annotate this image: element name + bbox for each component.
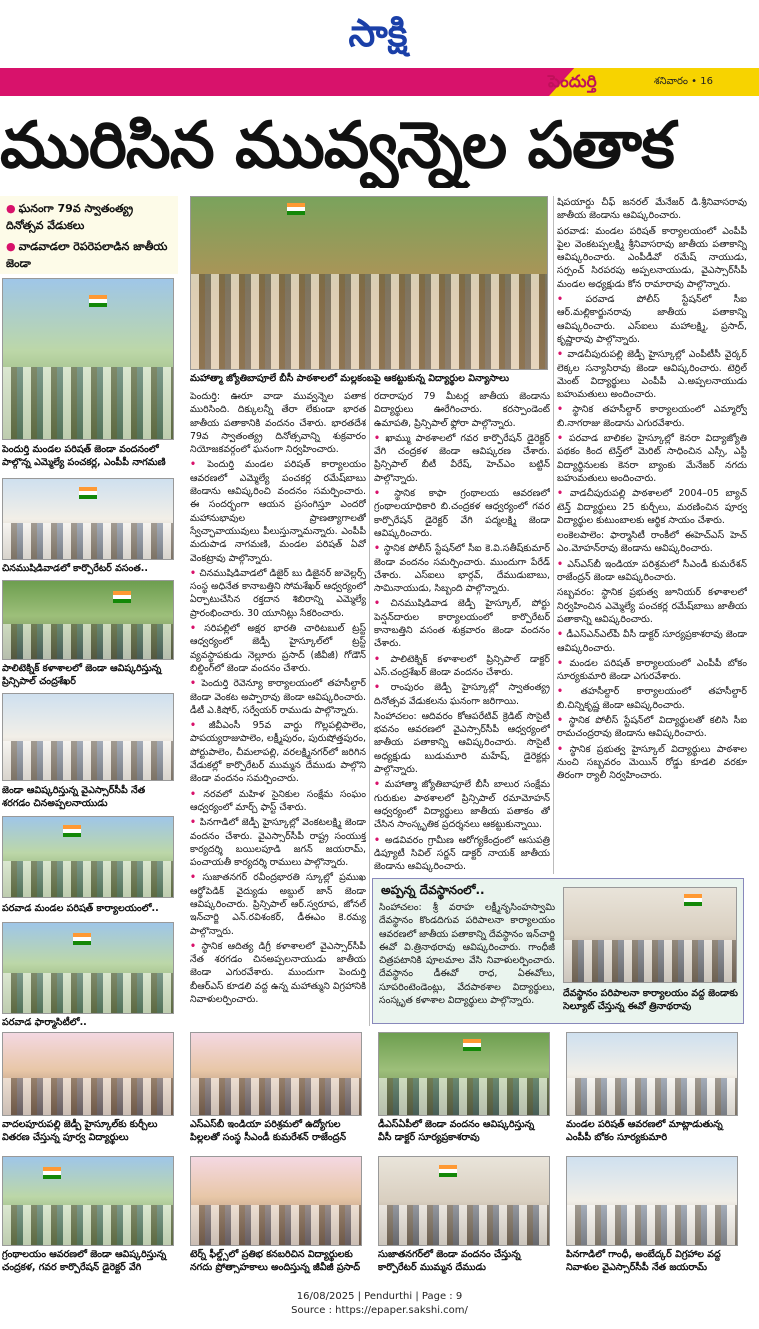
paragraph: • వాడచీపురుపల్లి పాఠశాలలో 2004–05 బ్యాచ్‌ టెన్త్‌ విద్యార్థులు 25 కుర్చీలు, మరణించిన పూర్వ విద్యార్థుల కుటుంబాలకు ఆర్థిక సాయం చేశారు.	[557, 487, 747, 527]
flag-icon	[463, 1039, 481, 1051]
article-column-1	[190, 390, 366, 1026]
paragraph: • ఖామ్ము పాఠశాలలో గవర కార్పొరేషన్‌ డైరెక్టర్‌ వేగి చంద్రకళ జెండా ఆవిష్కరణ చేశారు. ప్రిన్సిపాల్‌ బీటీ వీరేష్‌, హెచ్‌ఎం బట్టిన్‌ పాల్గొన్నారు.	[374, 432, 550, 485]
paragraph: • పెందుర్తి మండల పరిషత్‌ కార్యాలయం ఆవరణలో ఎమ్మెల్యే పంచకర్ల రమేష్‌బాబు జెండాను ఆవిష్కరించి వందనం సమర్పించారు. ఈ సందర్భంగా ఆయన ప్రసంగిస్తూ ఎందరో మహానుభావుల ప్రాణత్యాగాలతో స్వేచ్ఛావాయువులు పీలుస్తున్నామన్నారు. ఎంపీపీ మదుపాడ నాగమణి, మండల పరిషత్‌ ఏవో వెంకట్రావు పాల్గొన్నారు.	[190, 458, 366, 564]
paragraph: • చినముషిడివాడలో డిజైర్‌ బు డిజైనర్‌ జువెల్లర్స్‌ సంస్థ అధినేత కానాబత్తిని సోమశేఖర్‌ ఆధ్వర్యంలో ఏర్పాటుచేసిన రక్తదాన శిబిరాన్ని ఎమ్మెల్యే ప్రారంభించారు. 30 యూనిట్లు సేకరించారు.	[190, 567, 366, 620]
photo-chairs-donation	[2, 1032, 174, 1116]
crowd-figure	[3, 624, 173, 659]
paragraph: • సుజాతనగర్‌ రవీంద్రభారతి స్కూల్లో ప్రముఖ ఆర్థోపెడిక్‌ వైద్యుడు అబ్దుల్‌ జాన్‌ జెండా ఆవిష్కరించారు. ప్రిన్సిపాల్‌ ఆర్‌.స్వరూప, జోనల్‌ ఇన్‌చార్జి ఎన్‌.రవిశంకర్‌, డీఈఎం కె.రమ్య పాల్గొన్నారు.	[190, 871, 366, 937]
paragraph: • అడవివరం గ్రామీణ ఆరోగ్యకేంద్రంలో ఆసుపత్రి డిప్యూటీ సివిల్‌ సర్జన్‌ డాక్టర్‌ నాయక్‌ జాతీయ జెండాను ఆవిష్కరించారు.	[374, 834, 550, 874]
flag-icon	[113, 591, 131, 603]
paragraph: • మండల పరిషత్‌ కార్యాలయంలో ఎంపీపీ బోకం సూర్యకుమారి జెండా ఎగురవేశారు.	[557, 657, 747, 684]
caption-6: పరవాడ ఫార్మాసిటీలో..	[2, 1017, 87, 1028]
bullet-icon: ●	[6, 240, 16, 253]
photo-pharmacity	[2, 922, 174, 1014]
caption-b5: గ్రంథాలయం ఆవరణలో జెండా ఆవిష్కరిస్తున్న చంద్రకళ, గవర కార్పొరేషన్‌ డైరెక్టర్‌ వేగి	[2, 1249, 167, 1273]
students-figure	[191, 274, 547, 369]
paragraph: • చినముషిడివాడ జెడ్పీ హైస్కూల్‌, పోర్టు పెన్షన్‌దారుల కార్యాలయంలో కార్పొరేటర్‌ కానాబత్తిని వసంత శుక్రవారం జెండా వందనం చేశారు.	[374, 597, 550, 650]
paragraph: • తహసీల్దార్‌ కార్యాలయంలో తహసీల్దార్‌ బి.చిన్నికృష్ణ జెండా ఆవిష్కరించారు.	[557, 685, 747, 712]
photo-fields-students	[190, 1156, 362, 1246]
flag-icon	[63, 825, 81, 837]
photo-mallakhamb	[190, 196, 548, 370]
paragraph: • మహాత్మా జ్యోతిబాపూలే బీసీ బాలుర సంక్షేమ గురుకుల పాఠశాలలో ప్రిన్సిపాల్‌ రమామోహన్‌ ఆధ్వర్యంలో విద్యార్థులు జాతీయ పతాకం తో చేసిన సాంస్కృతిక ప్రదర్శనలు ఆకట్టుకున్నాయి.	[374, 778, 550, 831]
photo-sujatanagar	[378, 1156, 550, 1246]
highlight-2: ● వాడవాడలా రెపరెపలాడిన జాతీయ జెండా	[6, 240, 168, 270]
paragraph: • జీవీఎంసీ 95వ వార్డు గొల్లపల్లిపాలెం, పాపయ్యరాజుపాలెం, లక్ష్మీపురం, పురుషోత్తపురం, పోర్టుపాలెం, చీమలాపల్లి, వరలక్ష్మినగర్‌లో జరిగిన వేడుకల్లో కార్పొరేటర్‌ ముమ్మన దేముడు పాల్గొని జెండా వందనం సమర్పించారు.	[190, 719, 366, 785]
crowd-figure	[3, 523, 173, 559]
flag-icon	[43, 1167, 61, 1179]
column-divider	[553, 196, 554, 874]
paragraph: • పాలిటెక్నిక్‌ కళాశాలలో ప్రిన్సిపాల్‌ డాక్టర్‌ ఎస్‌.చంద్రశేఖర్‌ జెండా వందనం చేశారు.	[374, 653, 550, 680]
crowd-figure	[379, 1078, 549, 1115]
page-headline: మురిసిన మువ్వన్నెల పతాక	[0, 108, 674, 183]
photo-paravada-mandal	[2, 816, 174, 898]
paragraph: సింహాచలం: ఆదివరం కోఆపరేటివ్‌ క్రెడిట్‌ సొసైటీ భవనం ఆవరణలో వైఎస్సార్‌సీపీ ఆధ్వర్యంలో జాతీయ పతాకాన్ని ఆవిష్కరించారు. సొసైటీ అధ్యక్షుడు బుడుమూరి మహేష్‌, డైరెక్టర్లు పాల్గొన్నారు.	[374, 710, 550, 776]
photo-aditya-college	[2, 693, 174, 781]
article-column-3	[557, 196, 747, 874]
caption-b8: పినగాడిలో గాంధీ, అంబేద్కర్‌ విగ్రహాల వద్ద నివాళుల వైఎస్సార్‌సీపీ నేత జయరామ్‌	[566, 1249, 721, 1273]
page-footer	[0, 1290, 759, 1318]
paragraph: • స్థానిక ప్రభుత్వ హైస్కూల్‌ విద్యార్థులు పాఠశాల నుంచి సబ్బవరం మెయిన్‌ రోడ్డు కూడలి వరకూ తిరంగా ర్యాలీ నిర్వహించారు.	[557, 743, 747, 783]
flag-icon	[89, 295, 107, 307]
caption-b3: డీఎస్‌ఏపీలో జెండా వందనం ఆవిష్కరిస్తున్న వీసీ డాక్టర్‌ సూర్యప్రకాశరావు	[378, 1119, 535, 1143]
column-divider	[369, 390, 370, 1026]
crowd-figure	[3, 1205, 173, 1245]
caption-b1: వాదలపూరుపల్లి జెడ్పీ హైస్కూల్‌కు కుర్చీలు వితరణ చేస్తున్న పూర్వ విద్యార్థులు	[2, 1119, 158, 1143]
box-text: సింహాచలం: శ్రీ వరాహ లక్ష్మీనృసింహస్వామి దేవస్థానం కొండదిగువ పరిపాలనా కార్యాలయం ఆవరణలో జాతీయ పతాకాన్ని దేవస్థానం ఇన్‌చార్జి ఈవో వి.త్రినాథరావు ఆవిష్కరించారు. గాంధీజీ చిత్రపటానికి పూలమాల వేసి నివాళులర్పించారు. దేవస్థానం డీఈవో రాధ, ఏఈవోలు, సూపరింటెండెంట్లు, వేదపాఠశాల విద్యార్థులు, సంస్కృత కళాశాల విద్యార్థులు పాల్గొన్నారు.	[379, 902, 555, 1007]
caption-3: పాలిటెక్నిక్‌ కళాశాలలో జెండా ఆవిష్కరిస్తున్న ప్రిన్సిపాల్‌ చంద్రశేఖర్‌	[2, 663, 162, 687]
paragraph: • పెందుర్తి రెవెన్యూ కార్యాలయంలో తహసీల్దార్‌ జెండా వెంకట అప్పారావు జెండా ఆవిష్కరించారు. డీటీ ఎ.కిషోర్‌, సర్వేయర్‌ రాముడు పాల్గొన్నారు.	[190, 677, 366, 717]
photo-pinagadi-statues	[566, 1156, 738, 1246]
caption-2: చినముషిడివాడలో కార్పొరేటర్‌ వసంత..	[2, 563, 148, 574]
paragraph: • స్థానిక తహసీల్దార్‌ కార్యాలయంలో ఎమ్మార్వో బి.నాగరాజు జెండాను ఎగురవేశారు.	[557, 403, 747, 430]
crowd-figure	[3, 973, 173, 1014]
paragraph: షిపయార్డు చీఫ్‌ జనరల్‌ మేనేజర్‌ డి.శ్రీనివాసరావు జాతీయ జెండాను ఆవిష్కరించారు.	[557, 197, 747, 222]
crowd-figure	[3, 367, 173, 439]
paragraph: సబ్బవరం: స్థానిక ప్రభుత్వ జూనియర్‌ కళాశాలలో నిర్వహించిన ఎమ్మెల్యే పంచకర్ల రమేష్‌బాబు జాతీయ పతాకాన్ని ఆవిష్కరించారు.	[557, 587, 747, 625]
photo-mpp-speech	[566, 1032, 738, 1116]
paragraph: • పరవాడ బాలికల హైస్కూల్లో కెనరా విద్యాజ్యోతి పథకం కింద టెన్త్‌లో మెరిట్‌ సాధించిన ఎస్సీ, ఎస్టీ విద్యార్థినులకు కెనరా బ్యాంకు మేనేజర్‌ నగదు బహుమతులు అందించారు.	[557, 432, 747, 485]
crowd-figure	[3, 1078, 173, 1115]
paragraph: • సరిపల్లిలో అక్షర భారతి చారిటబుల్‌ ట్రస్ట్‌ ఆధ్వర్యంలో జెడ్పీ హైస్కూల్‌లో ట్రస్ట్‌ వ్యవస్థాపకుడు నెల్లూరు ప్రసాద్‌ (జీవీజీ) గోడౌన్‌ బిల్డింగ్‌లో జెండా వందనం చేశారు.	[190, 622, 366, 675]
crowd-figure	[3, 861, 173, 897]
photo-polytechnic	[2, 580, 174, 660]
caption-4: జెండా ఆవిష్కరిస్తున్న వైఎస్సార్‌సీపీ నేత శరగడం చినఅప్పలనాయుడు	[2, 785, 146, 809]
paragraph: • నరవలో మహిళ సైనికుల సంక్షేమ సంఘం ఆధ్వర్యంలో మార్చ్‌ ఫాస్ట్‌ చేశారు.	[190, 788, 366, 815]
paragraph: • డీఎస్‌ఎన్‌ఎల్‌పీ వీసీ డాక్టర్‌ సూర్యప్రకాశరావు జెండా ఆవిష్కరించారు.	[557, 628, 747, 655]
caption-b6: టెర్న్‌ ఫీల్డ్స్‌లో ప్రతిభ కనబరిచిన విద్యార్థులకు నగదు ప్రోత్సాహకాలు అందిస్తున్న జీవీజీ ప్రసాద్‌	[190, 1249, 361, 1273]
crowd-figure	[191, 1078, 361, 1115]
flag-icon	[79, 487, 97, 499]
footer-page-info: 16/08/2025 | Pendurthi | Page : 9	[296, 1291, 463, 1302]
paragraph: పరవాడ: మండల పరిషత్‌ కార్యాలయంలో ఎంపీపీ పైల వెంకటప్పలక్ష్మి శ్రీనివాసరావు జాతీయ పతాకాన్ని ఆవిష్కరించారు. ఎంపీడీవో రమేష్‌ నాయుడు, సర్పంచ్‌ సిరపరపు అప్పలనాయుడు, వైఎస్సార్‌సీపీ మండల అధ్యక్షుడు కోన రామారావు పాల్గొన్నారు.	[557, 225, 747, 290]
paragraph: • రాంపురం జెడ్పీ హైస్కూల్లో స్వాతంత్య్ర దినోత్సవ వేడుకలను ఘనంగా జరిగాయి.	[374, 681, 550, 708]
caption-main-photo: మహాత్మా జ్యోతిబాపూలే బీసీ పాఠశాలలో మల్లకంబపై ఆకట్టుకున్న విద్యార్థుల విన్యాసాలు	[190, 373, 509, 384]
paragraph: రదారాపుర 79 మీటర్ల జాతీయ జెండాను విద్యార్థులు ఊరేగించారు. కరస్పాండెంట్‌ ఉమాపతి, ప్రిన్సిపాల్‌ ఫ్లోరా పాల్గొన్నారు.	[374, 391, 550, 429]
highlights-box	[0, 196, 178, 274]
highlight-1: ● ఘనంగా 79వ స్వాతంత్య్ర దినోత్సవ వేడుకలు	[6, 202, 134, 232]
crowd-figure	[379, 1205, 549, 1245]
caption-5: పరవాడ మండల పరిషత్‌ కార్యాలయంలో..	[2, 903, 159, 914]
photo-mandal-parishad	[2, 278, 174, 440]
flag-icon	[287, 203, 305, 215]
paragraph: • వాడచీపురుపల్లి జెడ్పీ హైస్కూల్లో ఎంపీటీసీ వైర్కర్‌ లెక్కల సన్యాసిరావు జెండా ఆవిష్కరించారు. టెర్రిల్‌ మెంట్‌ విద్యార్థులు ఎంపీపీ ఎ.అప్పలనాయుడు బహుమతులు అందించారు.	[557, 348, 747, 401]
caption-temple: దేవస్థానం పరిపాలనా కార్యాలయం వద్ద జెండాకు సెల్యూట్‌ చేస్తున్న ఈవో త్రినాథరావు	[563, 988, 738, 1012]
photo-chinamushidivada	[2, 478, 174, 560]
caption-b7: సుజాతనగర్‌లో జెండా వందనం చేస్తున్న కార్పొరేటర్‌ ముమ్మన దేముడు	[378, 1249, 521, 1273]
date-label: శనివారం • 16	[654, 76, 713, 87]
article-column-2	[374, 390, 550, 874]
edition-name: పెందుర్తి	[548, 72, 597, 92]
paragraph: • స్థానిక పోలీస్‌ స్టేషన్‌లో సీఐ కె.వి.సతీష్‌కుమార్‌ జెండా వందనం సమర్పించారు. ముందుగా పేరేడ్‌ చేశారు. ఎస్‌ఐలు భార్గవ్‌, దేముడుబాబు, సామినాయుడు, సిబ్బంది పాల్గొన్నారు.	[374, 542, 550, 595]
crowd-figure	[3, 741, 173, 780]
flag-icon	[439, 1165, 457, 1177]
paragraph: లంకెలపాలెం: ఫార్మాసిటీ రాంకీలో ఈహెచ్‌ఎస్‌ హెచ్‌ ఎం.మోహన్‌రావు జెండాను ఆవిష్కరించారు.	[557, 530, 747, 555]
photo-ssb-india	[190, 1032, 362, 1116]
photo-library	[2, 1156, 174, 1246]
flag-icon	[684, 894, 702, 906]
box-heading: అప్పన్న దేవస్థానంలో..	[381, 883, 485, 897]
paragraph: పెందుర్తి: ఊరూ వాడా మువ్వన్నెల పతాక మురిసింది. దిక్కులన్నీ తేరా లేకుండా భారత జాతీయ పతాకానికి వందనం చేశారు. భారతదేశ 79వ స్వాతంత్య్ర దినోత్సవాన్ని శుక్రవారం నియోజకవర్గంలో ఘనంగా నిర్వహించారు.	[190, 391, 366, 456]
paragraph: • స్థానిక పోలీస్‌ స్టేషన్‌లో విద్యార్థులతో కలిసి సీఐ రామచంద్రరావు జెండాను ఆవిష్కరించారు.	[557, 714, 747, 741]
edition-band	[0, 68, 759, 96]
photo-temple	[563, 887, 737, 983]
crowd-figure	[564, 940, 736, 982]
bullet-icon: ●	[6, 202, 16, 215]
crowd-figure	[567, 1078, 737, 1115]
sakshi-logo: సాక్షి	[348, 11, 408, 55]
caption-1: పెందుర్తి మండల పరిషత్‌ జెండా వందనంలో పాల్గొన్న ఎమ్మెల్యే పంచకర్ల, ఎంపీపీ నాగమణి	[2, 444, 166, 468]
paragraph: • ఎస్‌ఎస్‌బీ ఇండియా పరిశ్రమలో సీఎండీ కుమరేశన్‌ రాజేంద్రన్‌ జెండా ఆవిష్కరించారు.	[557, 558, 747, 585]
caption-b2: ఎస్‌ఎస్‌బీ ఇండియా పరిశ్రమలో ఉద్యోగుల పిల్లలతో సంస్థ సీఎండీ కుమరేశన్‌ రాజేంద్రన్‌	[190, 1119, 347, 1143]
masthead	[0, 0, 759, 66]
photo-dsnlp	[378, 1032, 550, 1116]
flag-icon	[73, 933, 91, 945]
paragraph: • పినగాడిలో జెడ్పీ హైస్కూల్లో వెంకటలక్ష్మి జెండా వందనం చేశారు. వైఎస్సార్‌సీపీ రాష్ట్ర సంయుక్త కార్యదర్శి బయిలపూడి జగన్‌ జయరామ్‌, పంచాయతీ కార్యదర్శి రాములు పాల్గొన్నారు.	[190, 816, 366, 869]
crowd-figure	[191, 1205, 361, 1245]
paragraph: • పరవాడ పోలీస్‌ స్టేషన్‌లో సీఐ ఆర్‌.మల్లికార్జునరావు జాతీయ పతాకాన్ని ఆవిష్కరించారు. ఎస్‌ఐలు మహాలక్ష్మి, ప్రసాద్‌, కృష్ణారావు పాల్గొన్నారు.	[557, 293, 747, 346]
caption-b4: మండల పరిషత్‌ ఆవరణలో మాట్లాడుతున్న ఎంపీపీ బోకం సూర్యకుమారి	[566, 1119, 723, 1143]
footer-source-link[interactable]: Source : https://epaper.sakshi.com/	[291, 1305, 468, 1316]
crowd-figure	[567, 1205, 737, 1245]
paragraph: • స్థానిక కాఫా గ్రంథాలయ ఆవరణలో గ్రంథాలయాధికారి బి.చంద్రకళ ఆధ్వర్యంలో గవర కార్పొరేషన్‌ డైరెక్టర్‌ వేగి పద్మలక్ష్మి జెండా ఆవిష్కరించారు.	[374, 487, 550, 540]
paragraph: • స్థానిక ఆదిత్య డిగ్రీ కళాశాలలో వైఎస్సార్‌సీపీ నేత శరగడం చినఅప్పలనాయుడు జాతీయ జెండా ఎగురవేశారు. ముందుగా పెందుర్తి బీఆర్‌ఎస్‌ కూడలి వద్ద ఉన్న మహాత్ముని విగ్రహానికి నివాళులర్పించారు.	[190, 940, 366, 1006]
temple-story-box	[372, 878, 744, 1024]
